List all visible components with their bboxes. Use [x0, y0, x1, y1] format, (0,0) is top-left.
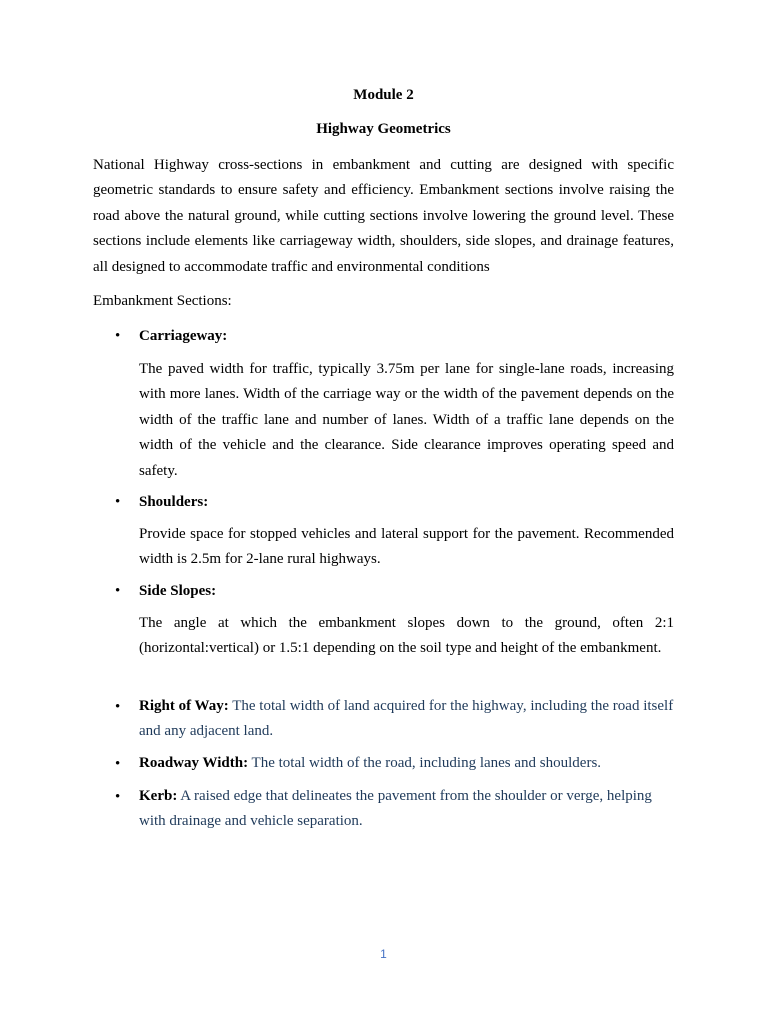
bullet-icon: • — [115, 494, 121, 510]
item-inline-text — [139, 751, 674, 776]
item-label: Roadway Width: — [139, 755, 249, 771]
bullet-icon: • — [115, 756, 121, 772]
intro-paragraph: National Highway cross-sections in embankment and cutting are designed with specific geometric standards to ensure safety and efficiency. Embankment sections involve raising the road above the natural ground, while cutting sections involve lowering the ground level. These sections include elements like carriageway width, shoulders, side slopes, and drainage features, all designed to accommodate traffic and environmental conditions — [93, 157, 674, 275]
item-body: The total width of land acquired for the highway, including the road itself and any adjacent land. — [139, 698, 674, 740]
module-title: Module 2 — [353, 87, 414, 103]
item-label: Shoulders: — [139, 494, 209, 510]
topic-title: Highway Geometrics — [316, 121, 451, 137]
item-inline-text — [139, 694, 674, 745]
bullet-icon: • — [115, 328, 121, 344]
item-body: The angle at which the embankment slopes down to the ground, often 2:1 (horizontal:vertical) or 1.5:1 depending on the soil type and height of the embankment. — [139, 615, 674, 657]
item-body: The total width of the road, including lanes and shoulders. — [251, 755, 602, 771]
bullet-icon: • — [115, 699, 121, 715]
item-label: Kerb: — [139, 788, 178, 804]
bullet-icon: • — [115, 583, 121, 599]
bullet-icon: • — [115, 789, 121, 805]
item-body: Provide space for stopped vehicles and lateral support for the pavement. Recommended width is 2.5m for 2-lane rural highways. — [139, 526, 674, 568]
page-number: 1 — [380, 947, 387, 961]
document-page — [93, 0, 674, 1024]
item-body: The paved width for traffic, typically 3.75m per lane for single-lane roads, increasing with more lanes. Width of the carriage way or the width of the pavement depends on the width of the traffic lane and number of lanes. Width of a traffic lane depends on the width of the vehicle and the clearance. Side clearance improves operating speed and safety. — [139, 361, 674, 479]
item-label: Right of Way: — [139, 698, 229, 714]
section-heading: Embankment Sections: — [93, 293, 232, 309]
item-inline-text — [139, 784, 674, 835]
item-body: A raised edge that delineates the pavement from the shoulder or verge, helping with drainage and vehicle separation. — [139, 788, 652, 830]
item-label: Carriageway: — [139, 328, 228, 344]
item-label: Side Slopes: — [139, 583, 217, 599]
